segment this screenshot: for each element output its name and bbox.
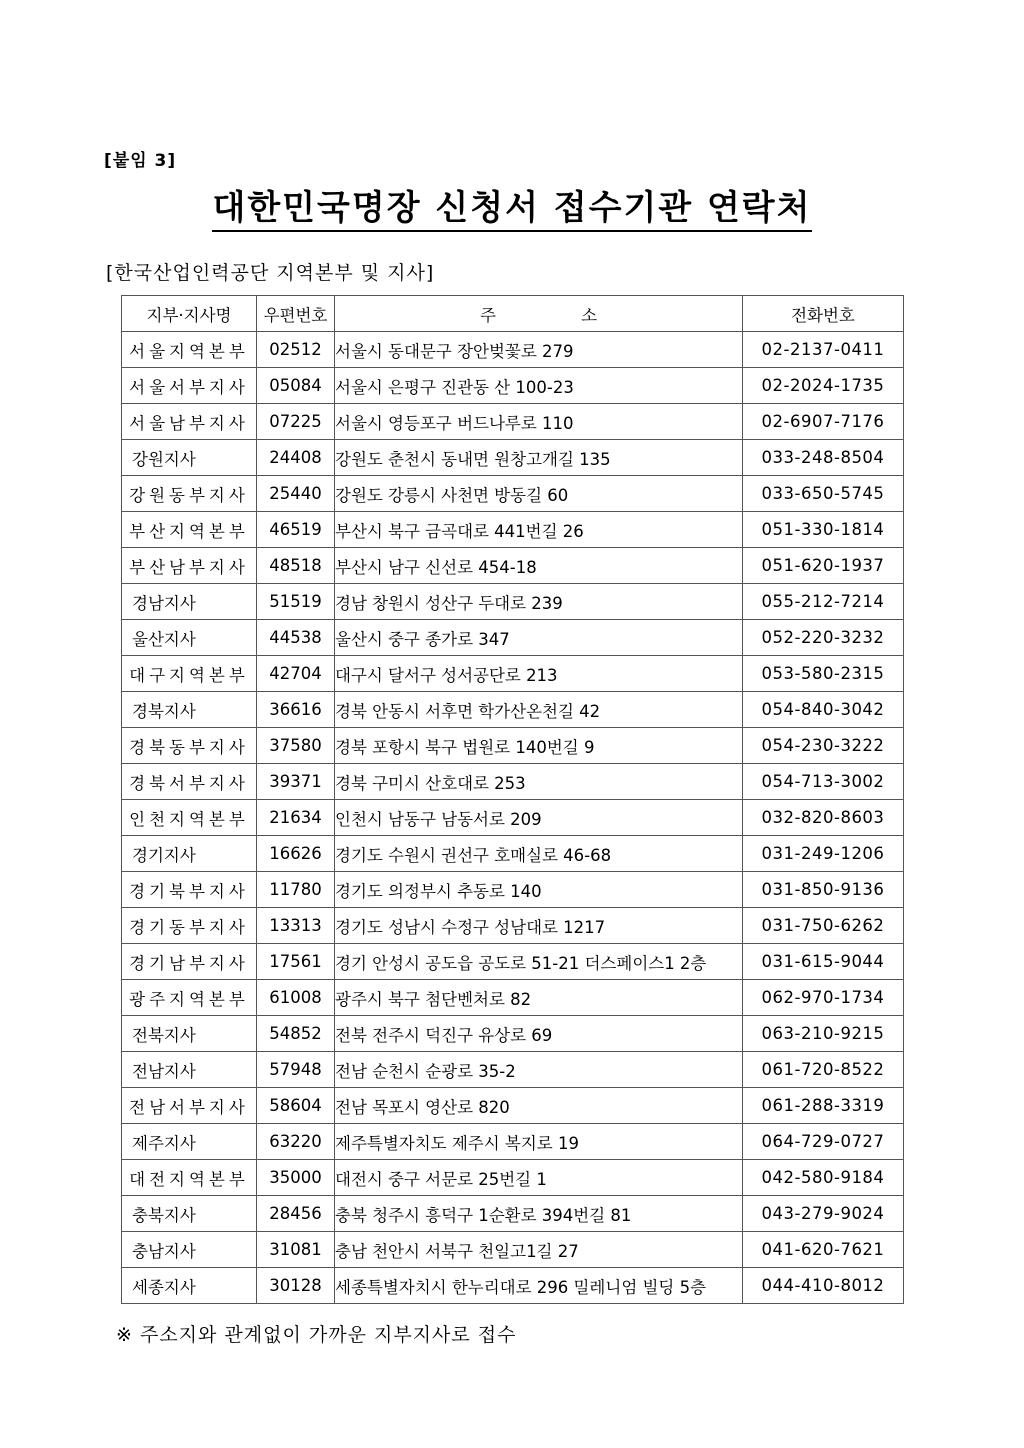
office-name-cell: 경기남부지사 [122,944,257,980]
phone-cell: 052-220-3232 [743,620,904,656]
postal-code-cell: 17561 [257,944,335,980]
postal-code-cell: 46519 [257,512,335,548]
address-cell: 세종특별자치시 한누리대로 296 밀레니엄 빌딩 5층 [335,1268,743,1304]
address-cell: 경기 안성시 공도읍 공도로 51-21 더스페이스1 2층 [335,944,743,980]
address-cell: 서울시 영등포구 버드나루로 110 [335,404,743,440]
office-name-cell: 경남지사 [122,584,257,620]
address-cell: 강원도 강릉시 사천면 방동길 60 [335,476,743,512]
office-name-cell: 울산지사 [122,620,257,656]
document-title-text: 대한민국명장 신청서 접수기관 연락처 [212,188,811,232]
table-row [122,1268,904,1304]
office-name-cell: 제주지사 [122,1124,257,1160]
table-row [122,836,904,872]
address-cell: 경기도 의정부시 추동로 140 [335,872,743,908]
office-name-cell: 대구지역본부 [122,656,257,692]
office-name-cell: 대전지역본부 [122,1160,257,1196]
postal-code-cell: 37580 [257,728,335,764]
document-title [0,180,1024,229]
table-row [122,764,904,800]
address-cell: 전남 순천시 순광로 35-2 [335,1052,743,1088]
office-name-cell: 경기동부지사 [122,908,257,944]
table-row [122,512,904,548]
postal-code-cell: 51519 [257,584,335,620]
phone-cell: 054-840-3042 [743,692,904,728]
postal-code-cell: 11780 [257,872,335,908]
phone-cell: 054-713-3002 [743,764,904,800]
table-row [122,656,904,692]
address-cell: 경기도 수원시 권선구 호매실로 46-68 [335,836,743,872]
phone-cell: 054-230-3222 [743,728,904,764]
office-name-cell: 전남서부지사 [122,1088,257,1124]
phone-cell: 02-6907-7176 [743,404,904,440]
table-row [122,332,904,368]
postal-code-cell: 21634 [257,800,335,836]
office-name-cell: 인천지역본부 [122,800,257,836]
contacts-table [121,295,904,1304]
address-cell: 경북 구미시 산호대로 253 [335,764,743,800]
table-row [122,620,904,656]
phone-cell: 031-750-6262 [743,908,904,944]
header-address: 주 소 [335,296,743,332]
phone-cell: 063-210-9215 [743,1016,904,1052]
table-row [122,728,904,764]
address-cell: 경기도 성남시 수정구 성남대로 1217 [335,908,743,944]
table-row [122,980,904,1016]
phone-cell: 061-288-3319 [743,1088,904,1124]
office-name-cell: 충남지사 [122,1232,257,1268]
table-row [122,1088,904,1124]
phone-cell: 041-620-7621 [743,1232,904,1268]
phone-cell: 062-970-1734 [743,980,904,1016]
office-name-cell: 세종지사 [122,1268,257,1304]
table-row [122,1124,904,1160]
table-row [122,872,904,908]
phone-cell: 032-820-8603 [743,800,904,836]
header-postal: 우편번호 [257,296,335,332]
phone-cell: 02-2137-0411 [743,332,904,368]
postal-code-cell: 07225 [257,404,335,440]
address-cell: 경북 안동시 서후면 학가산온천길 42 [335,692,743,728]
table-row [122,1016,904,1052]
office-name-cell: 강원지사 [122,440,257,476]
postal-code-cell: 61008 [257,980,335,1016]
postal-code-cell: 24408 [257,440,335,476]
phone-cell: 061-720-8522 [743,1052,904,1088]
postal-code-cell: 48518 [257,548,335,584]
postal-code-cell: 39371 [257,764,335,800]
office-name-cell: 경기북부지사 [122,872,257,908]
table-row [122,584,904,620]
phone-cell: 051-330-1814 [743,512,904,548]
phone-cell: 033-248-8504 [743,440,904,476]
phone-cell: 031-249-1206 [743,836,904,872]
phone-cell: 055-212-7214 [743,584,904,620]
office-name-cell: 전남지사 [122,1052,257,1088]
office-name-cell: 전북지사 [122,1016,257,1052]
office-name-cell: 서울서부지사 [122,368,257,404]
address-cell: 서울시 은평구 진관동 산 100-23 [335,368,743,404]
table-row [122,1052,904,1088]
table-row [122,476,904,512]
postal-code-cell: 16626 [257,836,335,872]
table-row [122,1160,904,1196]
table-row [122,692,904,728]
office-name-cell: 경북서부지사 [122,764,257,800]
office-name-cell: 광주지역본부 [122,980,257,1016]
table-row [122,404,904,440]
phone-cell: 064-729-0727 [743,1124,904,1160]
postal-code-cell: 02512 [257,332,335,368]
phone-cell: 033-650-5745 [743,476,904,512]
table-header-row [122,296,904,332]
address-cell: 경남 창원시 성산구 두대로 239 [335,584,743,620]
office-name-cell: 부산남부지사 [122,548,257,584]
attachment-label: [붙임 3] [104,151,177,171]
table-row [122,1232,904,1268]
office-name-cell: 서울남부지사 [122,404,257,440]
postal-code-cell: 36616 [257,692,335,728]
address-cell: 부산시 북구 금곡대로 441번길 26 [335,512,743,548]
address-cell: 대구시 달서구 성서공단로 213 [335,656,743,692]
phone-cell: 051-620-1937 [743,548,904,584]
phone-cell: 053-580-2315 [743,656,904,692]
table-row [122,944,904,980]
office-name-cell: 경기지사 [122,836,257,872]
address-cell: 부산시 남구 신선로 454-18 [335,548,743,584]
address-cell: 울산시 중구 종가로 347 [335,620,743,656]
table-row [122,368,904,404]
table-row [122,440,904,476]
address-cell: 전북 전주시 덕진구 유상로 69 [335,1016,743,1052]
address-cell: 광주시 북구 첨단벤처로 82 [335,980,743,1016]
phone-cell: 02-2024-1735 [743,368,904,404]
postal-code-cell: 30128 [257,1268,335,1304]
table-row [122,800,904,836]
office-name-cell: 경북동부지사 [122,728,257,764]
postal-code-cell: 31081 [257,1232,335,1268]
postal-code-cell: 05084 [257,368,335,404]
address-cell: 대전시 중구 서문로 25번길 1 [335,1160,743,1196]
table-row [122,1196,904,1232]
address-cell: 인천시 남동구 남동서로 209 [335,800,743,836]
postal-code-cell: 63220 [257,1124,335,1160]
address-cell: 경북 포항시 북구 법원로 140번길 9 [335,728,743,764]
postal-code-cell: 54852 [257,1016,335,1052]
phone-cell: 031-615-9044 [743,944,904,980]
address-cell: 서울시 동대문구 장안벚꽃로 279 [335,332,743,368]
postal-code-cell: 35000 [257,1160,335,1196]
office-name-cell: 서울지역본부 [122,332,257,368]
postal-code-cell: 42704 [257,656,335,692]
section-header: [한국산업인력공단 지역본부 및 지사] [106,262,435,284]
phone-cell: 031-850-9136 [743,872,904,908]
table-row [122,908,904,944]
office-name-cell: 충북지사 [122,1196,257,1232]
address-cell: 강원도 춘천시 동내면 원창고개길 135 [335,440,743,476]
footnote: ※ 주소지와 관계없이 가까운 지부지사로 접수 [116,1324,517,1346]
office-name-cell: 부산지역본부 [122,512,257,548]
phone-cell: 044-410-8012 [743,1268,904,1304]
header-phone: 전화번호 [743,296,904,332]
address-cell: 충북 청주시 흥덕구 1순환로 394번길 81 [335,1196,743,1232]
postal-code-cell: 58604 [257,1088,335,1124]
office-name-cell: 경북지사 [122,692,257,728]
postal-code-cell: 57948 [257,1052,335,1088]
postal-code-cell: 13313 [257,908,335,944]
address-cell: 전남 목포시 영산로 820 [335,1088,743,1124]
phone-cell: 042-580-9184 [743,1160,904,1196]
address-cell: 충남 천안시 서북구 천일고1길 27 [335,1232,743,1268]
address-cell: 제주특별자치도 제주시 복지로 19 [335,1124,743,1160]
postal-code-cell: 25440 [257,476,335,512]
header-name: 지부·지사명 [122,296,257,332]
office-name-cell: 강원동부지사 [122,476,257,512]
table-row [122,548,904,584]
phone-cell: 043-279-9024 [743,1196,904,1232]
postal-code-cell: 28456 [257,1196,335,1232]
postal-code-cell: 44538 [257,620,335,656]
